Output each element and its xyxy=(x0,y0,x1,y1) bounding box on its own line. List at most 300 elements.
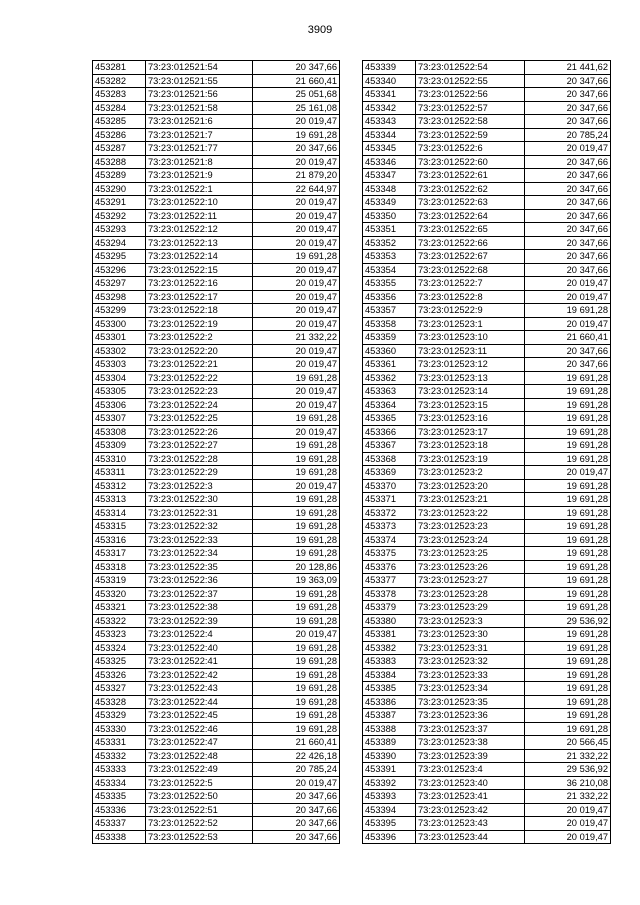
record-number-cell: 453362 xyxy=(363,371,416,385)
value-cell: 19 691,28 xyxy=(253,412,340,426)
record-number-cell: 453306 xyxy=(93,398,146,412)
record-number-cell: 453375 xyxy=(363,547,416,561)
record-number-cell: 453290 xyxy=(93,182,146,196)
record-number-cell: 453351 xyxy=(363,223,416,237)
cadastral-number-cell: 73:23:012522:63 xyxy=(416,196,525,210)
cadastral-number-cell: 73:23:012522:51 xyxy=(146,803,253,817)
table-row xyxy=(93,574,340,588)
value-cell: 29 536,92 xyxy=(525,614,611,628)
table-row xyxy=(363,560,611,574)
value-cell: 21 660,41 xyxy=(253,736,340,750)
table-row xyxy=(93,250,340,264)
cadastral-number-cell: 73:23:012523:32 xyxy=(416,655,525,669)
value-cell: 19 691,28 xyxy=(525,506,611,520)
cadastral-number-cell: 73:23:012523:21 xyxy=(416,493,525,507)
record-number-cell: 453311 xyxy=(93,466,146,480)
cadastral-number-cell: 73:23:012522:53 xyxy=(146,830,253,844)
value-cell: 20 347,66 xyxy=(525,223,611,237)
value-cell: 20 347,66 xyxy=(525,263,611,277)
cadastral-number-cell: 73:23:012523:33 xyxy=(416,668,525,682)
record-number-cell: 453338 xyxy=(93,830,146,844)
cadastral-number-cell: 73:23:012522:3 xyxy=(146,479,253,493)
record-number-cell: 453361 xyxy=(363,358,416,372)
record-number-cell: 453394 xyxy=(363,803,416,817)
cadastral-number-cell: 73:23:012522:38 xyxy=(146,601,253,615)
cadastral-number-cell: 73:23:012522:4 xyxy=(146,628,253,642)
record-number-cell: 453335 xyxy=(93,790,146,804)
record-number-cell: 453370 xyxy=(363,479,416,493)
cadastral-number-cell: 73:23:012522:55 xyxy=(416,74,525,88)
record-number-cell: 453376 xyxy=(363,560,416,574)
value-cell: 20 347,66 xyxy=(525,155,611,169)
value-cell: 20 019,47 xyxy=(525,290,611,304)
record-number-cell: 453350 xyxy=(363,209,416,223)
record-number-cell: 453395 xyxy=(363,817,416,831)
table-row xyxy=(363,817,611,831)
table-row xyxy=(93,344,340,358)
cadastral-number-cell: 73:23:012522:43 xyxy=(146,682,253,696)
table-row xyxy=(93,169,340,183)
record-number-cell: 453334 xyxy=(93,776,146,790)
cadastral-number-cell: 73:23:012522:64 xyxy=(416,209,525,223)
record-number-cell: 453393 xyxy=(363,790,416,804)
cadastral-number-cell: 73:23:012522:28 xyxy=(146,452,253,466)
record-number-cell: 453322 xyxy=(93,614,146,628)
cadastral-number-cell: 73:23:012523:11 xyxy=(416,344,525,358)
record-number-cell: 453365 xyxy=(363,412,416,426)
value-cell: 20 019,47 xyxy=(253,277,340,291)
value-cell: 19 691,28 xyxy=(525,493,611,507)
record-number-cell: 453295 xyxy=(93,250,146,264)
value-cell: 20 019,47 xyxy=(253,425,340,439)
value-cell: 20 019,47 xyxy=(525,803,611,817)
table-row xyxy=(363,142,611,156)
table-row xyxy=(363,830,611,844)
record-number-cell: 453329 xyxy=(93,709,146,723)
record-number-cell: 453282 xyxy=(93,74,146,88)
value-cell: 25 161,08 xyxy=(253,101,340,115)
table-row xyxy=(363,317,611,331)
cadastral-number-cell: 73:23:012522:35 xyxy=(146,560,253,574)
record-number-cell: 453369 xyxy=(363,466,416,480)
table-row xyxy=(93,776,340,790)
table-row xyxy=(363,74,611,88)
value-cell: 20 019,47 xyxy=(253,290,340,304)
table-row xyxy=(93,385,340,399)
cadastral-number-cell: 73:23:012522:23 xyxy=(146,385,253,399)
cadastral-number-cell: 73:23:012523:19 xyxy=(416,452,525,466)
record-number-cell: 453296 xyxy=(93,263,146,277)
table-row xyxy=(93,331,340,345)
record-number-cell: 453307 xyxy=(93,412,146,426)
record-number-cell: 453363 xyxy=(363,385,416,399)
record-number-cell: 453312 xyxy=(93,479,146,493)
record-number-cell: 453357 xyxy=(363,304,416,318)
table-row xyxy=(93,479,340,493)
value-cell: 20 347,66 xyxy=(525,250,611,264)
table-row xyxy=(93,655,340,669)
value-cell: 20 019,47 xyxy=(253,317,340,331)
value-cell: 19 691,28 xyxy=(253,128,340,142)
value-cell: 20 019,47 xyxy=(253,263,340,277)
cadastral-number-cell: 73:23:012522:16 xyxy=(146,277,253,291)
record-number-cell: 453314 xyxy=(93,506,146,520)
record-number-cell: 453385 xyxy=(363,682,416,696)
record-number-cell: 453356 xyxy=(363,290,416,304)
table-row xyxy=(93,830,340,844)
value-cell: 20 347,66 xyxy=(253,830,340,844)
page-number: 3909 xyxy=(307,24,333,36)
table-row xyxy=(363,749,611,763)
value-cell: 20 785,24 xyxy=(253,763,340,777)
table-row xyxy=(363,574,611,588)
table-row xyxy=(93,641,340,655)
value-cell: 20 019,47 xyxy=(253,304,340,318)
value-cell: 19 691,28 xyxy=(525,722,611,736)
table-row xyxy=(93,439,340,453)
value-cell: 19 691,28 xyxy=(525,682,611,696)
table-row xyxy=(93,115,340,129)
cadastral-number-cell: 73:23:012522:33 xyxy=(146,533,253,547)
cadastral-number-cell: 73:23:012522:52 xyxy=(146,817,253,831)
record-number-cell: 453383 xyxy=(363,655,416,669)
table-row xyxy=(363,709,611,723)
record-number-cell: 453285 xyxy=(93,115,146,129)
cadastral-number-cell: 73:23:012522:13 xyxy=(146,236,253,250)
value-cell: 20 019,47 xyxy=(253,115,340,129)
value-cell: 19 691,28 xyxy=(253,668,340,682)
value-cell: 19 691,28 xyxy=(525,668,611,682)
value-cell: 20 347,66 xyxy=(525,101,611,115)
record-number-cell: 453303 xyxy=(93,358,146,372)
cadastral-number-cell: 73:23:012523:15 xyxy=(416,398,525,412)
record-number-cell: 453374 xyxy=(363,533,416,547)
record-number-cell: 453327 xyxy=(93,682,146,696)
table-row xyxy=(363,412,611,426)
table-row xyxy=(93,196,340,210)
value-cell: 21 441,62 xyxy=(525,61,611,75)
table-row xyxy=(363,236,611,250)
table-row xyxy=(363,547,611,561)
cadastral-number-cell: 73:23:012522:65 xyxy=(416,223,525,237)
value-cell: 19 691,28 xyxy=(525,452,611,466)
cadastral-number-cell: 73:23:012522:18 xyxy=(146,304,253,318)
table-row xyxy=(363,601,611,615)
record-number-cell: 453343 xyxy=(363,115,416,129)
value-cell: 21 332,22 xyxy=(525,790,611,804)
table-row xyxy=(93,371,340,385)
cadastral-number-cell: 73:23:012522:47 xyxy=(146,736,253,750)
value-cell: 29 536,92 xyxy=(525,763,611,777)
cadastral-number-cell: 73:23:012522:67 xyxy=(416,250,525,264)
cadastral-number-cell: 73:23:012521:56 xyxy=(146,88,253,102)
record-number-cell: 453347 xyxy=(363,169,416,183)
cadastral-number-cell: 73:23:012522:41 xyxy=(146,655,253,669)
value-cell: 19 691,28 xyxy=(525,709,611,723)
value-cell: 19 691,28 xyxy=(253,520,340,534)
cadastral-number-cell: 73:23:012523:29 xyxy=(416,601,525,615)
record-number-cell: 453336 xyxy=(93,803,146,817)
value-cell: 20 785,24 xyxy=(525,128,611,142)
table-row xyxy=(363,425,611,439)
table-row xyxy=(93,560,340,574)
value-cell: 19 691,28 xyxy=(253,614,340,628)
value-cell: 20 019,47 xyxy=(253,628,340,642)
cadastral-number-cell: 73:23:012522:61 xyxy=(416,169,525,183)
value-cell: 19 691,28 xyxy=(525,371,611,385)
record-number-cell: 453321 xyxy=(93,601,146,615)
cadastral-number-cell: 73:23:012522:45 xyxy=(146,709,253,723)
record-number-cell: 453373 xyxy=(363,520,416,534)
table-row xyxy=(93,466,340,480)
value-cell: 20 347,66 xyxy=(253,61,340,75)
table-row xyxy=(93,74,340,88)
table-row xyxy=(93,209,340,223)
cadastral-number-cell: 73:23:012523:13 xyxy=(416,371,525,385)
cadastral-number-cell: 73:23:012522:34 xyxy=(146,547,253,561)
record-number-cell: 453344 xyxy=(363,128,416,142)
value-cell: 20 019,47 xyxy=(525,277,611,291)
table-row xyxy=(93,155,340,169)
record-number-cell: 453371 xyxy=(363,493,416,507)
cadastral-number-cell: 73:23:012521:77 xyxy=(146,142,253,156)
cadastral-number-cell: 73:23:012521:58 xyxy=(146,101,253,115)
value-cell: 20 019,47 xyxy=(253,385,340,399)
table-row xyxy=(363,398,611,412)
value-cell: 20 019,47 xyxy=(253,209,340,223)
record-number-cell: 453287 xyxy=(93,142,146,156)
record-number-cell: 453348 xyxy=(363,182,416,196)
record-number-cell: 453387 xyxy=(363,709,416,723)
record-number-cell: 453286 xyxy=(93,128,146,142)
record-number-cell: 453388 xyxy=(363,722,416,736)
value-cell: 20 019,47 xyxy=(253,223,340,237)
cadastral-number-cell: 73:23:012522:22 xyxy=(146,371,253,385)
table-row xyxy=(93,236,340,250)
table-row xyxy=(93,587,340,601)
table-row xyxy=(363,101,611,115)
record-number-cell: 453309 xyxy=(93,439,146,453)
table-row xyxy=(363,169,611,183)
table-row xyxy=(363,331,611,345)
cadastral-number-cell: 73:23:012522:25 xyxy=(146,412,253,426)
table-row xyxy=(93,88,340,102)
cadastral-number-cell: 73:23:012522:46 xyxy=(146,722,253,736)
value-cell: 19 691,28 xyxy=(253,641,340,655)
record-number-cell: 453305 xyxy=(93,385,146,399)
table-row xyxy=(93,614,340,628)
cadastral-number-cell: 73:23:012522:12 xyxy=(146,223,253,237)
cadastral-number-cell: 73:23:012522:26 xyxy=(146,425,253,439)
cadastral-number-cell: 73:23:012522:58 xyxy=(416,115,525,129)
record-number-cell: 453358 xyxy=(363,317,416,331)
cadastral-number-cell: 73:23:012522:5 xyxy=(146,776,253,790)
value-cell: 20 128,86 xyxy=(253,560,340,574)
cadastral-number-cell: 73:23:012523:37 xyxy=(416,722,525,736)
table-row xyxy=(363,466,611,480)
table-row xyxy=(93,709,340,723)
record-number-cell: 453333 xyxy=(93,763,146,777)
record-number-cell: 453283 xyxy=(93,88,146,102)
value-cell: 19 691,28 xyxy=(253,601,340,615)
cadastral-number-cell: 73:23:012523:16 xyxy=(416,412,525,426)
value-cell: 20 347,66 xyxy=(253,803,340,817)
cadastral-number-cell: 73:23:012522:11 xyxy=(146,209,253,223)
table-row xyxy=(363,506,611,520)
table-row xyxy=(363,479,611,493)
table-row xyxy=(93,790,340,804)
record-number-cell: 453384 xyxy=(363,668,416,682)
record-number-cell: 453315 xyxy=(93,520,146,534)
table-row xyxy=(363,668,611,682)
value-cell: 19 691,28 xyxy=(253,452,340,466)
table-row xyxy=(93,61,340,75)
record-number-cell: 453377 xyxy=(363,574,416,588)
table-row xyxy=(93,317,340,331)
registry-table-left xyxy=(92,60,340,844)
cadastral-number-cell: 73:23:012522:68 xyxy=(416,263,525,277)
value-cell: 20 566,45 xyxy=(525,736,611,750)
cadastral-number-cell: 73:23:012522:37 xyxy=(146,587,253,601)
value-cell: 25 051,68 xyxy=(253,88,340,102)
table-row xyxy=(93,817,340,831)
cadastral-number-cell: 73:23:012523:3 xyxy=(416,614,525,628)
value-cell: 19 691,28 xyxy=(525,385,611,399)
record-number-cell: 453331 xyxy=(93,736,146,750)
table-row xyxy=(93,763,340,777)
record-number-cell: 453320 xyxy=(93,587,146,601)
table-body-left xyxy=(93,61,340,844)
value-cell: 19 691,28 xyxy=(525,479,611,493)
table-row xyxy=(93,668,340,682)
cadastral-number-cell: 73:23:012522:15 xyxy=(146,263,253,277)
table-row xyxy=(363,155,611,169)
table-row xyxy=(363,385,611,399)
table-row xyxy=(93,601,340,615)
value-cell: 19 691,28 xyxy=(525,560,611,574)
record-number-cell: 453308 xyxy=(93,425,146,439)
value-cell: 19 691,28 xyxy=(525,398,611,412)
cadastral-number-cell: 73:23:012521:55 xyxy=(146,74,253,88)
value-cell: 19 691,28 xyxy=(525,412,611,426)
cadastral-number-cell: 73:23:012523:10 xyxy=(416,331,525,345)
cadastral-number-cell: 73:23:012522:2 xyxy=(146,331,253,345)
table-row xyxy=(363,493,611,507)
cadastral-number-cell: 73:23:012522:48 xyxy=(146,749,253,763)
table-row xyxy=(93,695,340,709)
table-row xyxy=(363,722,611,736)
cadastral-number-cell: 73:23:012522:40 xyxy=(146,641,253,655)
table-row xyxy=(363,533,611,547)
value-cell: 19 691,28 xyxy=(253,371,340,385)
value-cell: 21 332,22 xyxy=(525,749,611,763)
cadastral-number-cell: 73:23:012522:57 xyxy=(416,101,525,115)
cadastral-number-cell: 73:23:012522:19 xyxy=(146,317,253,331)
value-cell: 20 347,66 xyxy=(525,236,611,250)
record-number-cell: 453298 xyxy=(93,290,146,304)
record-number-cell: 453367 xyxy=(363,439,416,453)
cadastral-number-cell: 73:23:012522:6 xyxy=(416,142,525,156)
cadastral-number-cell: 73:23:012523:30 xyxy=(416,628,525,642)
table-body-right xyxy=(363,61,611,844)
table-row xyxy=(93,506,340,520)
value-cell: 19 691,28 xyxy=(253,655,340,669)
cadastral-number-cell: 73:23:012522:29 xyxy=(146,466,253,480)
value-cell: 19 691,28 xyxy=(253,722,340,736)
table-row xyxy=(363,196,611,210)
record-number-cell: 453284 xyxy=(93,101,146,115)
table-row xyxy=(363,520,611,534)
table-row xyxy=(93,520,340,534)
value-cell: 20 347,66 xyxy=(525,88,611,102)
value-cell: 21 660,41 xyxy=(525,331,611,345)
value-cell: 19 691,28 xyxy=(253,695,340,709)
value-cell: 19 691,28 xyxy=(525,547,611,561)
record-number-cell: 453332 xyxy=(93,749,146,763)
cadastral-number-cell: 73:23:012523:1 xyxy=(416,317,525,331)
cadastral-number-cell: 73:23:012522:24 xyxy=(146,398,253,412)
table-row xyxy=(93,682,340,696)
value-cell: 20 019,47 xyxy=(253,358,340,372)
value-cell: 20 347,66 xyxy=(525,169,611,183)
record-number-cell: 453337 xyxy=(93,817,146,831)
cadastral-number-cell: 73:23:012522:36 xyxy=(146,574,253,588)
table-row xyxy=(93,398,340,412)
table-row xyxy=(93,277,340,291)
value-cell: 20 347,66 xyxy=(525,74,611,88)
table-row xyxy=(363,439,611,453)
table-row xyxy=(363,182,611,196)
value-cell: 20 347,66 xyxy=(525,344,611,358)
value-cell: 21 332,22 xyxy=(253,331,340,345)
cadastral-number-cell: 73:23:012521:9 xyxy=(146,169,253,183)
table-row xyxy=(363,209,611,223)
record-number-cell: 453313 xyxy=(93,493,146,507)
cadastral-number-cell: 73:23:012522:39 xyxy=(146,614,253,628)
table-row xyxy=(93,628,340,642)
value-cell: 19 691,28 xyxy=(525,439,611,453)
value-cell: 19 691,28 xyxy=(253,250,340,264)
value-cell: 19 691,28 xyxy=(253,493,340,507)
table-row xyxy=(363,587,611,601)
cadastral-number-cell: 73:23:012523:39 xyxy=(416,749,525,763)
value-cell: 20 019,47 xyxy=(253,344,340,358)
record-number-cell: 453346 xyxy=(363,155,416,169)
record-number-cell: 453301 xyxy=(93,331,146,345)
record-number-cell: 453318 xyxy=(93,560,146,574)
record-number-cell: 453368 xyxy=(363,452,416,466)
value-cell: 19 691,28 xyxy=(253,587,340,601)
table-row xyxy=(93,452,340,466)
record-number-cell: 453297 xyxy=(93,277,146,291)
value-cell: 36 210,08 xyxy=(525,776,611,790)
table-row xyxy=(93,493,340,507)
table-row xyxy=(363,128,611,142)
cadastral-number-cell: 73:23:012522:31 xyxy=(146,506,253,520)
cadastral-number-cell: 73:23:012522:30 xyxy=(146,493,253,507)
cadastral-number-cell: 73:23:012523:17 xyxy=(416,425,525,439)
cadastral-number-cell: 73:23:012523:26 xyxy=(416,560,525,574)
record-number-cell: 453288 xyxy=(93,155,146,169)
cadastral-number-cell: 73:23:012522:66 xyxy=(416,236,525,250)
table-row xyxy=(363,628,611,642)
table-row xyxy=(363,61,611,75)
cadastral-number-cell: 73:23:012522:14 xyxy=(146,250,253,264)
value-cell: 20 347,66 xyxy=(525,182,611,196)
value-cell: 20 347,66 xyxy=(525,196,611,210)
record-number-cell: 453391 xyxy=(363,763,416,777)
record-number-cell: 453294 xyxy=(93,236,146,250)
